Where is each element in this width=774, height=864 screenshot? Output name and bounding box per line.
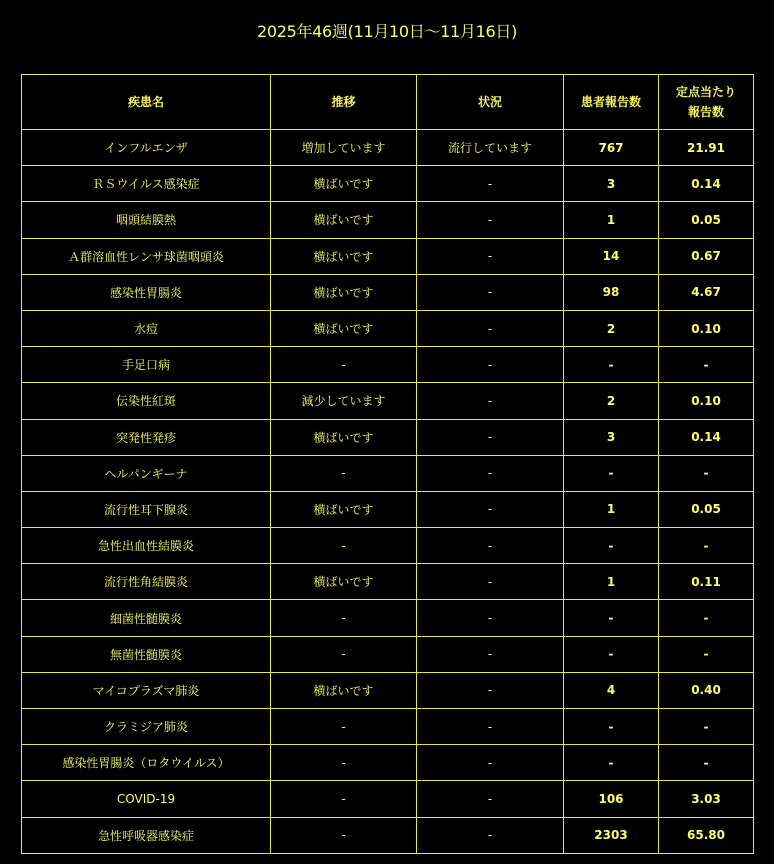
cell-status: - [417,709,564,745]
header-per-site-line2: 報告数 [687,105,724,119]
cell-per-site: 0.11 [659,564,754,600]
cell-per-site: 0.05 [659,202,754,238]
cell-trend: 減少しています [271,383,417,419]
cell-reports: - [564,347,659,383]
cell-reports: 1 [564,491,659,527]
cell-status: - [417,166,564,202]
cell-disease: 流行性耳下腺炎 [22,491,271,527]
cell-per-site: 0.67 [659,238,754,274]
header-trend: 推移 [271,75,417,130]
cell-reports: 767 [564,130,659,166]
table-row [22,528,754,564]
table-row [22,130,754,166]
table-row [22,600,754,636]
cell-reports: 98 [564,274,659,310]
cell-status: - [417,455,564,491]
cell-reports: 2303 [564,817,659,853]
disease-report-table [21,74,754,854]
cell-trend: 横ばいです [271,310,417,346]
header-per-site-line1: 定点当たり [675,85,736,99]
cell-disease: ヘルパンギーナ [22,455,271,491]
table-row [22,709,754,745]
table-row [22,419,754,455]
cell-trend: - [271,455,417,491]
cell-disease: 突発性発疹 [22,419,271,455]
header-per-site [659,75,754,130]
cell-disease: 流行性角結膜炎 [22,564,271,600]
cell-per-site: 0.14 [659,419,754,455]
header-reports: 患者報告数 [564,75,659,130]
cell-disease: ＲＳウイルス感染症 [22,166,271,202]
cell-status: - [417,419,564,455]
cell-status: - [417,528,564,564]
cell-disease: 細菌性髄膜炎 [22,600,271,636]
table-row [22,455,754,491]
cell-reports: 106 [564,781,659,817]
table-row [22,202,754,238]
cell-trend: 増加しています [271,130,417,166]
cell-disease: マイコプラズマ肺炎 [22,672,271,708]
cell-reports: 4 [564,672,659,708]
page-title: 2025年46週(11月10日〜11月16日) [256,22,518,41]
cell-reports: 3 [564,419,659,455]
cell-trend: 横ばいです [271,166,417,202]
cell-per-site: - [659,455,754,491]
table-row [22,672,754,708]
cell-per-site: - [659,709,754,745]
cell-status: - [417,672,564,708]
cell-status: - [417,202,564,238]
cell-disease: 急性呼吸器感染症 [22,817,271,853]
cell-per-site: 65.80 [659,817,754,853]
cell-per-site: 0.05 [659,491,754,527]
cell-status: - [417,564,564,600]
cell-disease: クラミジア肺炎 [22,709,271,745]
cell-per-site: - [659,347,754,383]
cell-trend: 横ばいです [271,274,417,310]
cell-trend: 横ばいです [271,238,417,274]
cell-reports: 1 [564,564,659,600]
cell-status: - [417,636,564,672]
cell-reports: - [564,745,659,781]
cell-disease: インフルエンザ [22,130,271,166]
table-row [22,491,754,527]
header-disease: 疾患名 [22,75,271,130]
cell-trend: 横ばいです [271,202,417,238]
table-row [22,564,754,600]
cell-disease: 水痘 [22,310,271,346]
cell-reports: - [564,455,659,491]
table-row [22,383,754,419]
table-row [22,166,754,202]
cell-trend: 横ばいです [271,491,417,527]
cell-trend: - [271,347,417,383]
cell-trend: - [271,528,417,564]
table-row [22,238,754,274]
table-header-row [22,75,754,130]
cell-trend: - [271,781,417,817]
cell-reports: - [564,528,659,564]
cell-per-site: 3.03 [659,781,754,817]
cell-disease: 急性出血性結膜炎 [22,528,271,564]
cell-reports: 3 [564,166,659,202]
cell-disease: 伝染性紅斑 [22,383,271,419]
cell-disease: 無菌性髄膜炎 [22,636,271,672]
cell-disease: 手足口病 [22,347,271,383]
cell-reports: - [564,600,659,636]
cell-reports: - [564,709,659,745]
cell-status: - [417,383,564,419]
table-row [22,745,754,781]
cell-trend: 横ばいです [271,419,417,455]
cell-per-site: 0.40 [659,672,754,708]
cell-disease: 咽頭結膜熱 [22,202,271,238]
cell-per-site: 21.91 [659,130,754,166]
cell-disease: 感染性胃腸炎（ロタウイルス） [22,745,271,781]
cell-per-site: - [659,745,754,781]
cell-disease: COVID-19 [22,781,271,817]
table-row [22,781,754,817]
cell-status: - [417,781,564,817]
cell-per-site: - [659,600,754,636]
header-status: 状況 [417,75,564,130]
table-row [22,636,754,672]
cell-status: - [417,817,564,853]
table-row [22,347,754,383]
table-row [22,274,754,310]
cell-per-site: 0.10 [659,383,754,419]
cell-status: - [417,310,564,346]
cell-status: - [417,600,564,636]
cell-per-site: - [659,528,754,564]
cell-per-site: 0.14 [659,166,754,202]
cell-reports: - [564,636,659,672]
cell-per-site: 0.10 [659,310,754,346]
cell-status: - [417,347,564,383]
cell-trend: - [271,636,417,672]
cell-trend: - [271,600,417,636]
cell-disease: 感染性胃腸炎 [22,274,271,310]
cell-disease: Ａ群溶血性レンサ球菌咽頭炎 [22,238,271,274]
cell-trend: 横ばいです [271,672,417,708]
cell-trend: 横ばいです [271,564,417,600]
cell-trend: - [271,817,417,853]
cell-reports: 14 [564,238,659,274]
cell-trend: - [271,709,417,745]
cell-status: - [417,274,564,310]
table-row [22,817,754,853]
cell-status: - [417,238,564,274]
cell-status: - [417,745,564,781]
cell-per-site: - [659,636,754,672]
cell-reports: 2 [564,383,659,419]
cell-reports: 1 [564,202,659,238]
table-body [22,130,754,854]
cell-reports: 2 [564,310,659,346]
cell-trend: - [271,745,417,781]
cell-status: 流行しています [417,130,564,166]
cell-status: - [417,491,564,527]
cell-per-site: 4.67 [659,274,754,310]
table-row [22,310,754,346]
